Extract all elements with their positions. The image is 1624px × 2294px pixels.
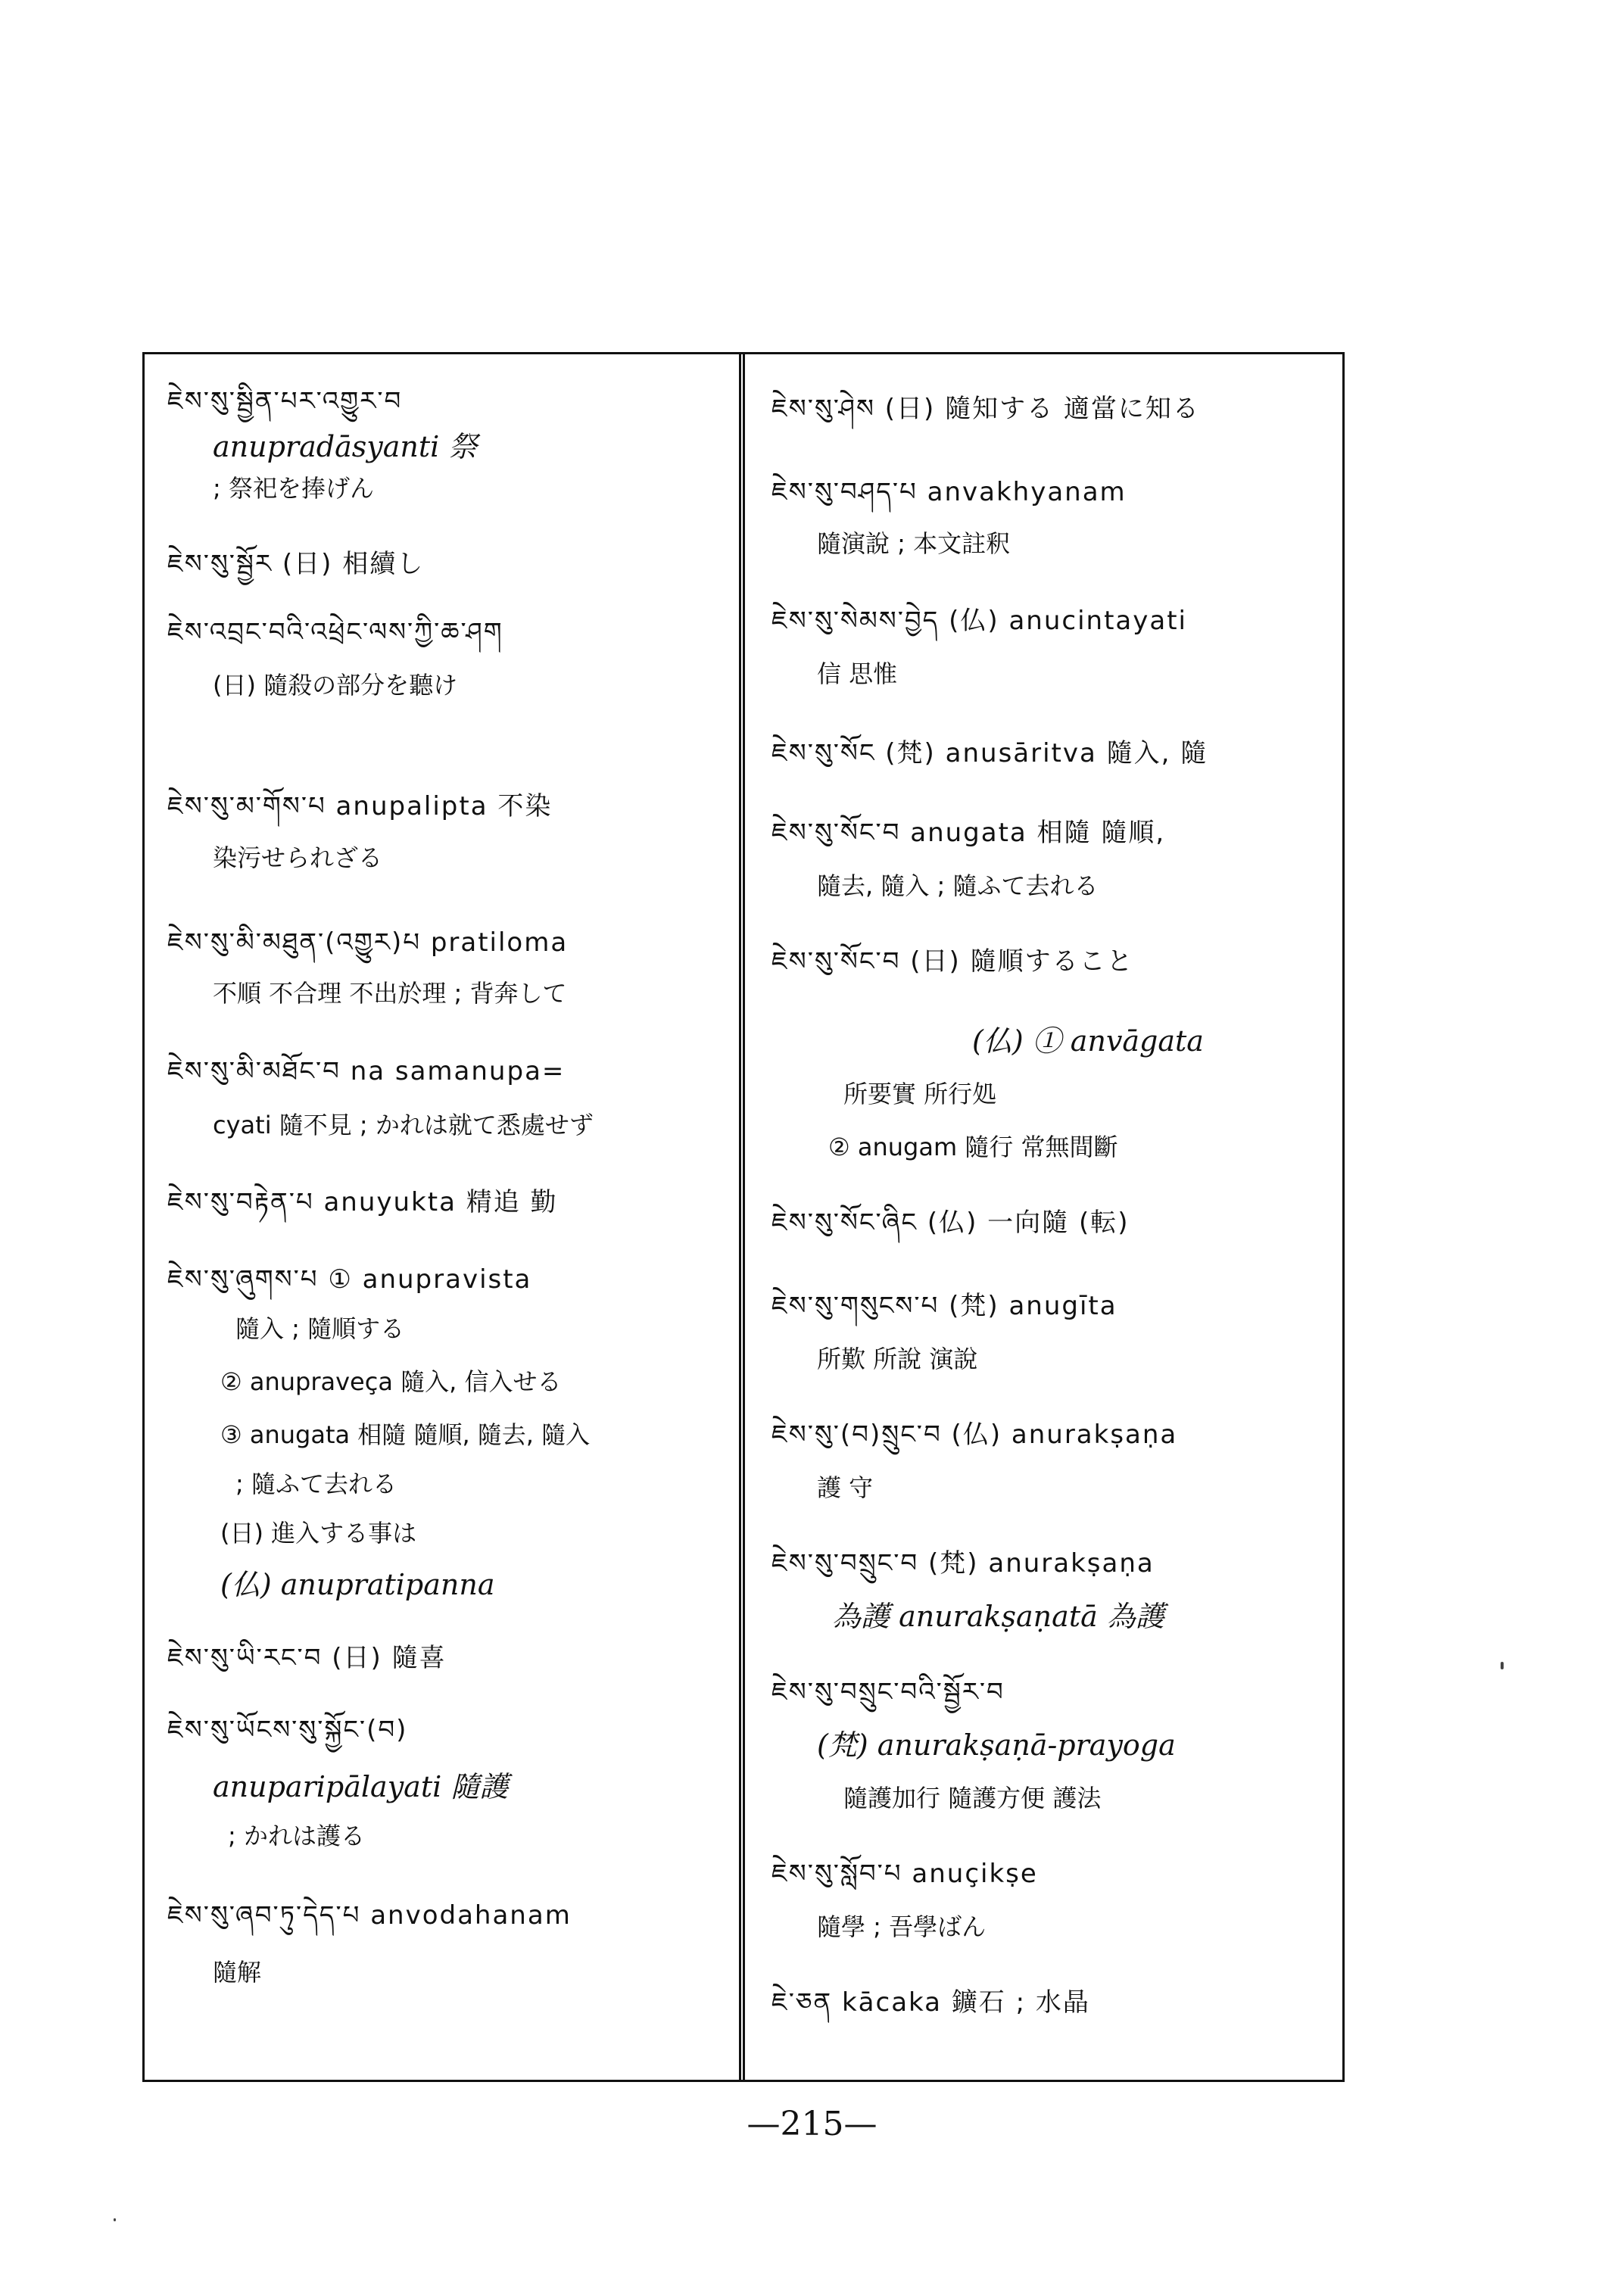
entry-line: ; 祭祀を捧げん (213, 474, 374, 503)
headword: ཇེས་སུ་སྦྱོར (日) 相續し (167, 549, 425, 579)
headword: ཇེས་སུ་སོང་བ (日) 隨順すること (771, 946, 1134, 977)
headword: ཇེས་སུ་ཞུགས་པ ① anupravista (167, 1264, 532, 1295)
headword: ཇེས་སུ་མ་གོས་པ anupalipta 不染 (167, 791, 553, 821)
entry-line: 隨學 ; 吾學ばん (817, 1912, 987, 1941)
entry-line: 信 思惟 (817, 659, 898, 688)
entry-line: ; かれは護る (228, 1822, 365, 1850)
headword: ཇེས་སུ་སོང་བ anugata 相隨 隨順, (771, 818, 1166, 848)
entry-line: 不順 不合理 不出於理 ; 背奔して (213, 979, 567, 1008)
entry-line: 染污せられざる (213, 843, 383, 872)
entry-line: ③ anugata 相隨 隨順, 隨去, 隨入 (220, 1420, 591, 1449)
entry-line: 隨入 ; 隨順する (235, 1314, 405, 1343)
entry-line: 所要實 所行処 (843, 1080, 997, 1108)
entry-line: 隨解 (213, 1958, 262, 1987)
entry-line: anuparipālayati 隨護 (213, 1770, 509, 1803)
entry-line: (梵) anurakṣaṇā-prayoga (817, 1728, 1176, 1762)
left-column (145, 354, 739, 2080)
entry-line: (日) 進入する事は (220, 1519, 417, 1548)
entry-line: 隨護加行 隨護方便 護法 (843, 1784, 1102, 1812)
entry-line: ; 隨ふて去れる (235, 1470, 397, 1498)
headword: ཇེས་སུ་སློབ་པ anuçikṣe (771, 1859, 1038, 1889)
headword: ཇེས་སུ་(བ)སྲུང་བ (仏) anurakṣaṇa (771, 1420, 1178, 1450)
headword: ཇེས་སུ་གསུངས་པ (梵) anugīta (771, 1291, 1117, 1321)
entry-line: 隨去, 隨入 ; 隨ふて去れる (817, 871, 1099, 900)
headword: ཇེས་སུ་ཞབ་ཏུ་དེད་པ anvodahanam (167, 1900, 572, 1931)
entry-line: cyati 隨不見 ; かれは就て悉處せず (213, 1111, 594, 1139)
entry-line: 為護 anurakṣaṇatā 為護 (832, 1600, 1164, 1633)
page-number: —215— (747, 2105, 877, 2143)
right-column (745, 354, 1342, 2080)
headword: ཇེས་སུ་བསྲུང་བ (梵) anurakṣaṇa (771, 1548, 1155, 1579)
headword: ཇེས་སུ་ཤེས (日) 隨知する 適當に知る (771, 394, 1200, 424)
scan-speck (1501, 1662, 1504, 1669)
entry-line: (仏) ① anvāgata (972, 1024, 1204, 1058)
entry-line: anupradāsyanti 祭 (213, 430, 478, 463)
headword: ཇེས་སུ་བཤད་པ anvakhyanam (771, 477, 1127, 507)
entry-line: ② anupraveça 隨入, 信入せる (220, 1367, 562, 1396)
headword: ཇེས་སུ་སེམས་བྱེད (仏) anucintayati (771, 606, 1187, 636)
headword: ཇེས་སུ་སོང (梵) anusāritva 隨入, 隨 (771, 738, 1208, 768)
headword: ཇེས་འབྲང་བའི་འཕྲེང་ལས་ཀྱི་ཆ་ཤག (167, 617, 503, 647)
headword: ཇེས་སུ་མི་མཐུན་(འགྱུར)པ pratiloma (167, 927, 569, 958)
headword: ཇེས་སུ་བསྲུང་བའི་སྦྱོར་བ (771, 1677, 1005, 1707)
headword: ཇེས་སུ་ཡོངས་སུ་སྐྱོང་(བ) (167, 1715, 408, 1745)
headword: ཇེས་སུ་བརྟེན་པ anuyukta 精追 勤 (167, 1187, 558, 1217)
headword: ཇེས་སུ་ཡི་རང་བ (日) 隨喜 (167, 1643, 447, 1673)
headword: ཇེས་སུ་སྦྱིན་པར་འགྱུར་བ (167, 386, 403, 416)
entry-line: ② anugam 隨行 常無間斷 (828, 1133, 1118, 1161)
dictionary-frame (142, 352, 1345, 2082)
headword: ཇེས་སུ་སོང་ཞིང (仏) 一向隨 (転) (771, 1208, 1130, 1238)
column-divider (739, 354, 745, 2080)
entry-line: 護 守 (817, 1473, 874, 1502)
headword: ཇེས་སུ་མི་མཐོང་བ na samanupa= (167, 1056, 566, 1086)
entry-line: 隨演說 ; 本文註釈 (817, 529, 1011, 558)
headword: ཇེ་ཅན kācaka 鑛石 ; 水晶 (771, 1987, 1090, 2018)
scan-speck (114, 2218, 116, 2221)
entry-line: (仏) anupratipanna (220, 1568, 495, 1601)
entry-line: 所歎 所說 演說 (817, 1345, 978, 1373)
entry-line: (日) 隨殺の部分を聽け (213, 671, 458, 700)
